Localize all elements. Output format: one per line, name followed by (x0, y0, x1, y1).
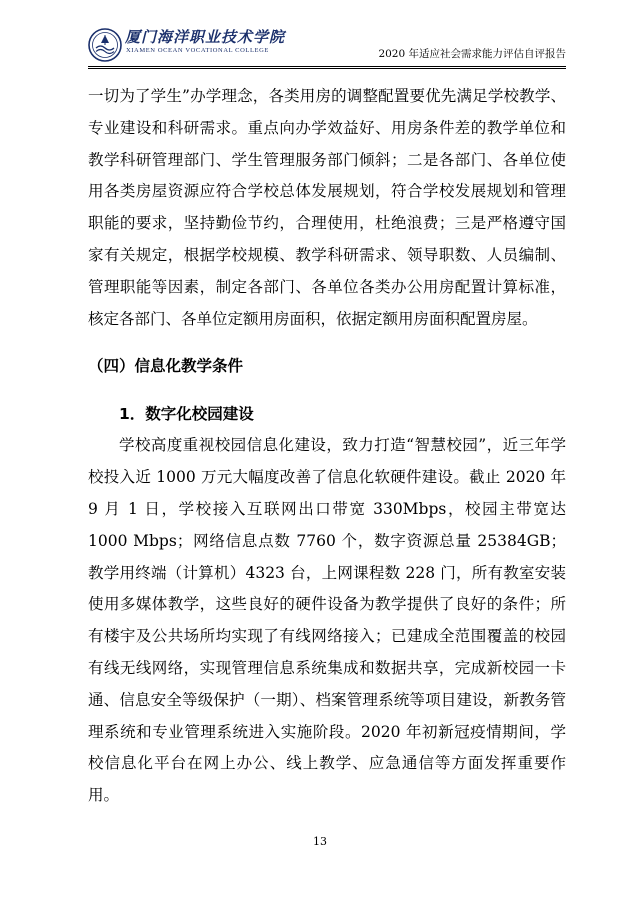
header-divider (88, 66, 566, 67)
page-header (88, 22, 566, 66)
body-paragraph: 一切为了学生”办学理念，各类用房的调整配置要优先满足学校教学、专业建设和科研需求。重点向办学效益好、用房条件差的教学单位和教学科研管理部门、学生管理服务部门倾斜；二是各部门、各单位使用各类房屋资源应符合学校总体发展规划，符合学校发展规划和管理职能的要求，坚持勤俭节约，合理使用，杜绝浪费；三是严格遵守国家有关规定，根据学校规模、教学科研需求、领导职数、人员编制、管理职能等因素，制定各部门、各单位各类办公用房配置计算标准，核定各部门、各单位定额用房面积，依据定额用房面积配置房屋。 (88, 87, 566, 328)
school-name-en: XIAMEN OCEAN VOCATIONAL COLLEGE (126, 47, 269, 54)
section-heading: （四）信息化教学条件 (88, 357, 244, 376)
body-paragraph: 学校高度重视校园信息化建设，致力打造“智慧校园”，近三年学校投入近 1000 万元大幅度改善了信息化软硬件建设。截止 2020 年 9 月 1 日，学校接入互联网出口带宽 330Mbps，校园主带宽达 1000 Mbps；网络信息点数 7760 个，数字资源总量 25384GB；教学用终端（计算机）4323 台，上网课程数 228 门，所有教室安装使用多媒体教学，这些良好的硬件设备为教学提供了良好的条件；所有楼宇及公共场所均实现了有线网络接入；已建成全范围覆盖的校园有线无线网络，实现管理信息系统集成和数据共享，完成新校园一卡通、信息安全等级保护（一期）、档案管理系统等项目建设，新教务管理系统和专业管理系统进入实施阶段。2020 年初新冠疫情期间，学校信息化平台在网上办公、线上教学、应急通信等方面发挥重要作用。 (88, 436, 566, 805)
page-number: 13 (313, 835, 327, 848)
school-emblem-icon (88, 28, 122, 62)
report-title: 2020 年适应社会需求能力评估自评报告 (378, 48, 566, 60)
subsection-heading: 1．数字化校园建设 (119, 405, 254, 424)
page-content (88, 81, 566, 812)
school-name-cn: 厦门海洋职业技术学院 (125, 28, 286, 46)
header-divider-thin (88, 68, 566, 69)
